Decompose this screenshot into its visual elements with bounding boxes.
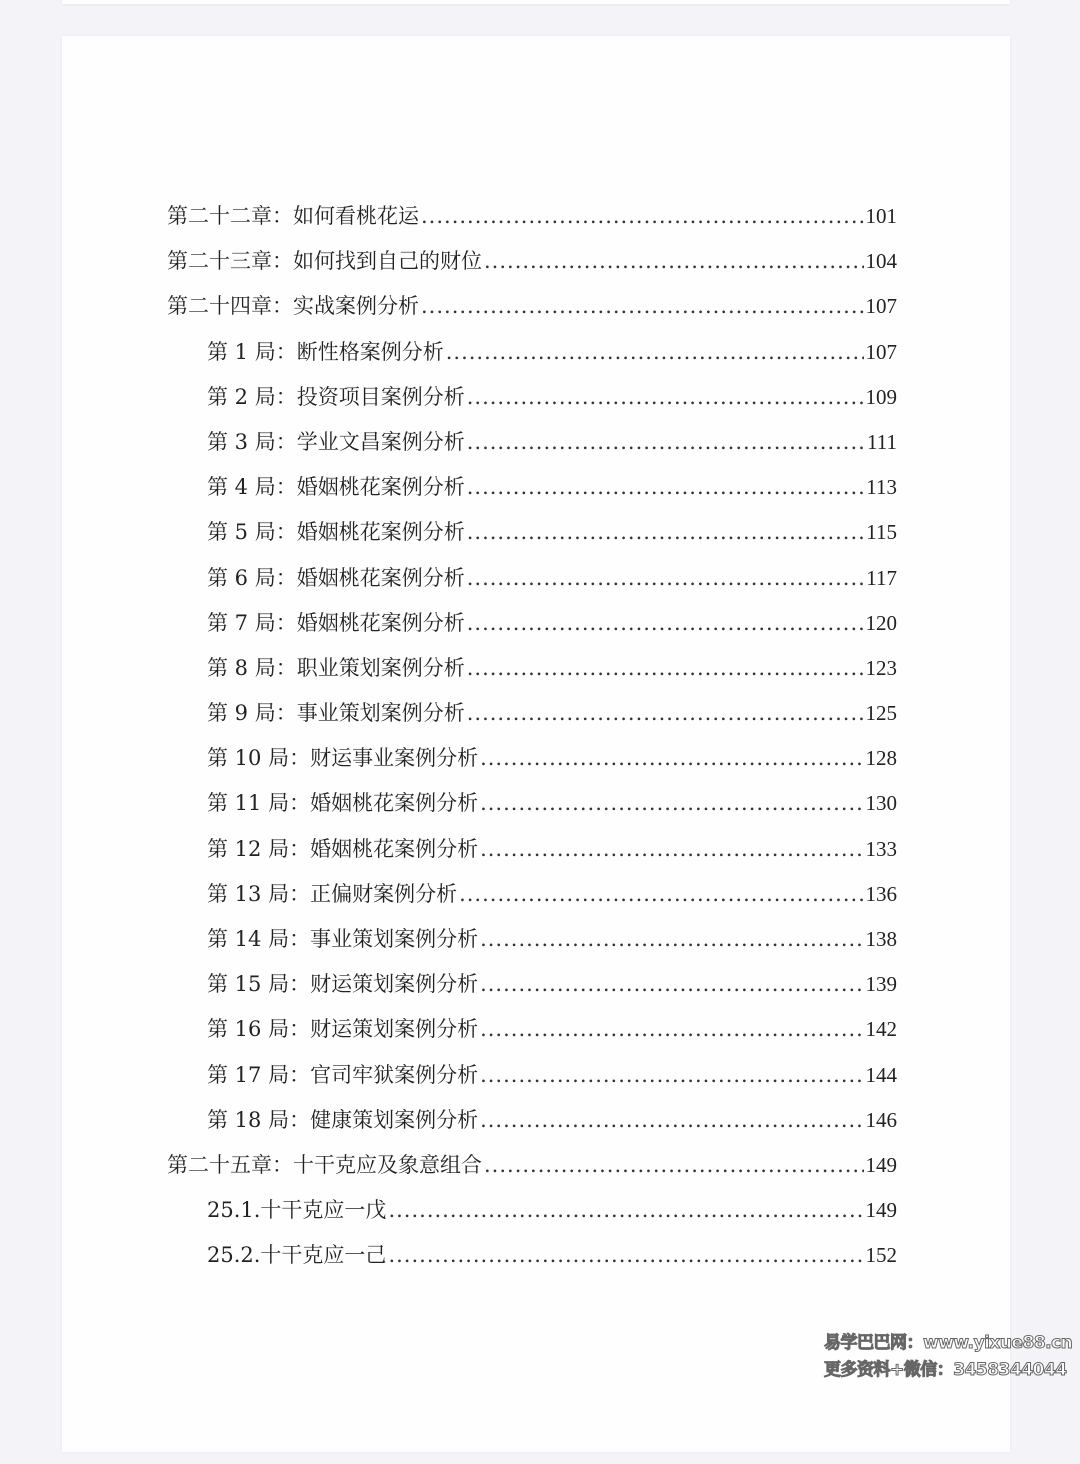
- toc-entry[interactable]: [167, 200, 897, 245]
- toc-entry-label: 第二十三章：如何找到自己的财位: [167, 249, 482, 274]
- toc-entry[interactable]: [167, 290, 897, 335]
- dot-leader: [480, 972, 863, 996]
- toc-entry-page: 146: [865, 1107, 897, 1132]
- toc-entry-page: 107: [865, 294, 897, 319]
- toc-entry-label: 第 18 局：健康策划案例分析: [207, 1107, 479, 1132]
- toc-entry[interactable]: [167, 562, 897, 607]
- toc-entry-label: 第 1 局：断性格案例分析: [207, 339, 444, 364]
- toc-entry-page: 101: [865, 204, 897, 228]
- dot-leader: [388, 1243, 863, 1267]
- toc-entry-page: 149: [865, 1198, 897, 1223]
- toc-entry-page: 120: [865, 610, 897, 635]
- toc-entry-label: 第 14 局：事业策划案例分析: [207, 927, 479, 951]
- watermark: [824, 1330, 1072, 1384]
- toc-entry-label: 第 4 局：婚姻桃花案例分析: [207, 475, 465, 500]
- toc-entry-page: 115: [866, 520, 897, 545]
- previous-page-edge: [62, 0, 1010, 4]
- toc-entry[interactable]: [167, 652, 897, 697]
- toc-entry-page: 136: [865, 881, 897, 906]
- dot-leader: [467, 566, 865, 590]
- toc-entry-label: 第 10 局：财运事业案例分析: [207, 746, 479, 771]
- dot-leader: [421, 294, 864, 318]
- toc-entry-page: 133: [865, 836, 897, 861]
- toc-entry[interactable]: [167, 878, 897, 923]
- toc-entry-page: 152: [865, 1243, 897, 1268]
- dot-leader: [421, 204, 864, 228]
- toc-entry-page: 113: [866, 475, 897, 500]
- toc-entry-label: 第 11 局：婚姻桃花案例分析: [207, 791, 479, 816]
- toc-entry[interactable]: [167, 471, 897, 516]
- toc-entry-page: 130: [865, 791, 897, 816]
- toc-entry-label: 第 5 局：婚姻桃花案例分析: [207, 520, 465, 545]
- toc-entry-label: 第二十五章：十干克应及象意组合: [167, 1152, 482, 1177]
- toc-entry-page: 144: [865, 1062, 897, 1087]
- toc-entry-label: 第 8 局：职业策划案例分析: [207, 655, 465, 680]
- toc-entry[interactable]: [167, 787, 897, 832]
- toc-entry-label: 第二十二章：如何看桃花运: [167, 204, 419, 228]
- toc-entry-page: 111: [867, 429, 897, 454]
- dot-leader: [480, 1063, 863, 1087]
- dot-leader: [467, 385, 864, 409]
- watermark-line-2: 更多资料+微信：3458344044: [824, 1360, 1067, 1380]
- toc-entry[interactable]: [167, 1104, 897, 1149]
- toc-entry-page: 117: [866, 565, 897, 590]
- toc-entry[interactable]: [167, 1013, 897, 1058]
- dot-leader: [446, 340, 864, 364]
- dot-leader: [467, 656, 864, 680]
- toc-entry-page: 104: [865, 249, 897, 274]
- toc-entry-label: 第 13 局：正偏财案例分析: [207, 881, 458, 906]
- toc-entry-page: 149: [865, 1152, 897, 1177]
- toc-entry[interactable]: [167, 516, 897, 561]
- toc-entry-page: 107: [865, 339, 897, 364]
- dot-leader: [480, 746, 863, 770]
- document-page: [62, 36, 1010, 1452]
- dot-leader: [480, 927, 863, 951]
- toc-entry[interactable]: [167, 1149, 897, 1194]
- dot-leader: [484, 1153, 864, 1177]
- dot-leader: [480, 1017, 863, 1041]
- toc-entry-label: 第 12 局：婚姻桃花案例分析: [207, 836, 479, 861]
- dot-leader: [480, 1108, 863, 1132]
- dot-leader: [467, 430, 865, 454]
- toc-entry[interactable]: [167, 1194, 897, 1239]
- toc-entry[interactable]: [167, 1059, 897, 1104]
- toc-entry[interactable]: [167, 245, 897, 290]
- toc-entry-label: 第 16 局：财运策划案例分析: [207, 1017, 479, 1042]
- toc-entry-label: 第二十四章：实战案例分析: [167, 294, 419, 319]
- toc-entry-label: 第 15 局：财运策划案例分析: [207, 972, 479, 997]
- dot-leader: [388, 1198, 863, 1222]
- toc-entry[interactable]: [167, 426, 897, 471]
- toc-entry-page: 128: [865, 746, 897, 771]
- toc-entry-label: 第 3 局：学业文昌案例分析: [207, 429, 465, 454]
- dot-leader: [480, 837, 863, 861]
- dot-leader: [480, 791, 863, 815]
- toc-entry[interactable]: [167, 833, 897, 878]
- toc-entry-label: 第 6 局：婚姻桃花案例分析: [207, 565, 465, 590]
- toc-entry[interactable]: [167, 336, 897, 381]
- toc-entry-label: 25.1.十干克应一戊: [207, 1198, 387, 1223]
- toc-entry-label: 第 2 局：投资项目案例分析: [207, 384, 465, 409]
- toc-entry-label: 第 7 局：婚姻桃花案例分析: [207, 610, 465, 635]
- toc-entry-page: 142: [865, 1017, 897, 1042]
- table-of-contents: [167, 200, 897, 1285]
- watermark-line-1: 易学巴巴网：www.yixue88.cn: [824, 1333, 1073, 1353]
- toc-entry[interactable]: [167, 923, 897, 968]
- toc-entry-label: 25.2.十干克应一己: [207, 1243, 387, 1268]
- toc-entry[interactable]: [167, 381, 897, 426]
- toc-entry-page: 109: [865, 384, 897, 409]
- toc-entry[interactable]: [167, 607, 897, 652]
- toc-entry[interactable]: [167, 968, 897, 1013]
- toc-entry[interactable]: [167, 1239, 897, 1284]
- toc-entry[interactable]: [167, 697, 897, 742]
- dot-leader: [484, 249, 864, 273]
- toc-entry-page: 123: [865, 655, 897, 680]
- dot-leader: [467, 701, 864, 725]
- toc-entry[interactable]: [167, 742, 897, 787]
- toc-entry-page: 139: [865, 972, 897, 997]
- dot-leader: [467, 520, 865, 544]
- toc-entry-page: 125: [865, 701, 897, 726]
- toc-entry-page: 138: [865, 927, 897, 951]
- toc-entry-label: 第 17 局：官司牢狱案例分析: [207, 1062, 479, 1087]
- dot-leader: [467, 611, 864, 635]
- dot-leader: [467, 475, 865, 499]
- dot-leader: [459, 882, 863, 906]
- toc-entry-label: 第 9 局：事业策划案例分析: [207, 701, 465, 726]
